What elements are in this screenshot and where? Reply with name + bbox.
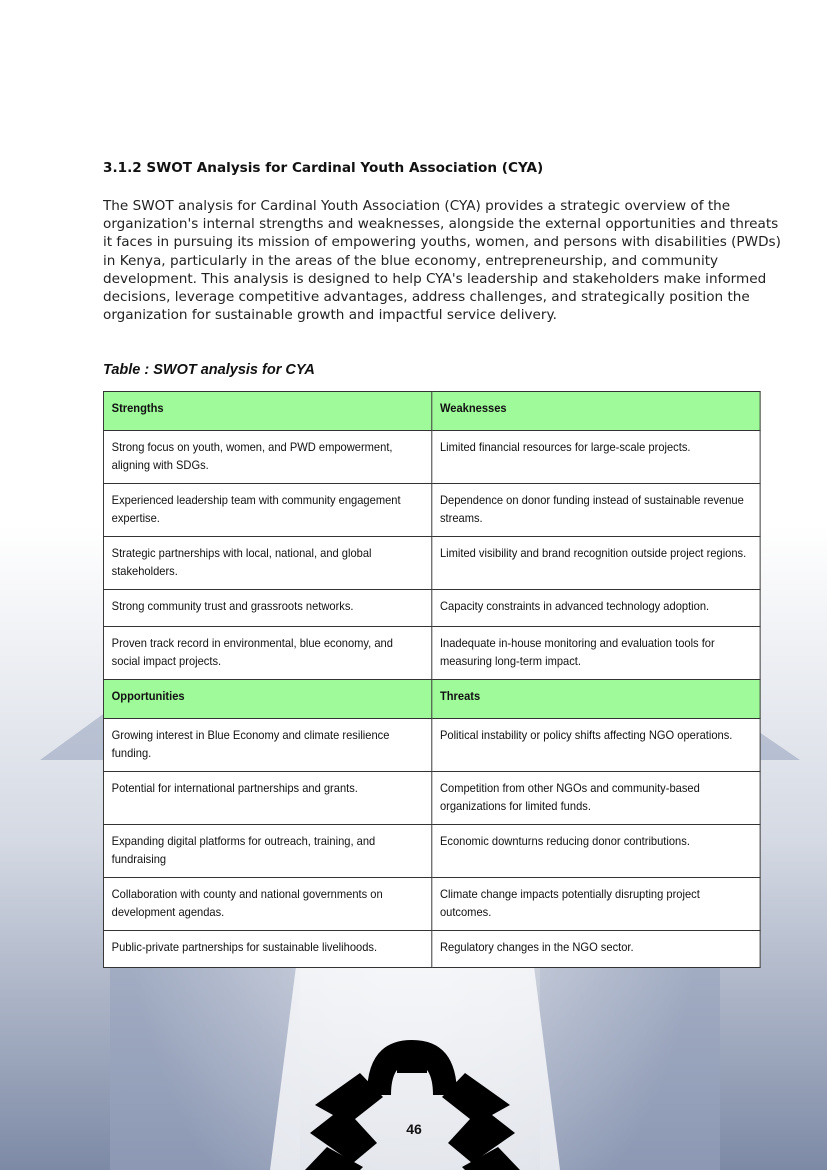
table-row [103,825,760,878]
strength-cell: Strategic partnerships with local, national, and global stakeholders. [103,537,431,590]
opportunities-header: Opportunities [103,680,431,719]
weakness-cell: Inadequate in-house monitoring and evaluation tools for measuring long-term impact. [432,627,760,680]
table-row [103,590,760,627]
organization-logo [305,1035,520,1170]
opportunity-cell: Collaboration with county and national governments on development agendas. [103,878,431,931]
table-caption: Table : SWOT analysis for CYA [103,362,315,378]
threat-cell: Economic downturns reducing donor contributions. [432,825,760,878]
table-header-row [103,680,760,719]
swot-table [103,391,761,968]
strength-cell: Strong community trust and grassroots networks. [103,590,431,627]
weakness-cell: Capacity constraints in advanced technology adoption. [432,590,760,627]
table-row [103,431,760,484]
opportunity-cell: Growing interest in Blue Economy and climate resilience funding. [103,719,431,772]
strength-cell: Strong focus on youth, women, and PWD empowerment, aligning with SDGs. [103,431,431,484]
strength-cell: Experienced leadership team with community engagement expertise. [103,484,431,537]
weakness-cell: Dependence on donor funding instead of sustainable revenue streams. [432,484,760,537]
threat-cell: Climate change impacts potentially disrupting project outcomes. [432,878,760,931]
strengths-header: Strengths [103,392,431,431]
opportunity-cell: Public-private partnerships for sustainable livelihoods. [103,931,431,968]
threat-cell: Competition from other NGOs and community-based organizations for limited funds. [432,772,760,825]
table-row [103,931,760,968]
section-heading: 3.1.2 SWOT Analysis for Cardinal Youth Association (CYA) [103,160,544,176]
table-row [103,772,760,825]
table-row [103,878,760,931]
intro-paragraph: The SWOT analysis for Cardinal Youth Association (CYA) provides a strategic overview of the organization's internal strengths and weaknesses, alongside the external opportunities and threats it faces in pursuing its mission of empowering youths, women, and persons with disabilities (PWDs) in Kenya, particularly in the areas of the blue economy, entrepreneurship, and community development. This analysis is designed to help CYA's leadership and stakeholders make informed decisions, leverage competitive advantages, address challenges, and strategically position the organization for sustainable growth and impactful service delivery. [103,198,781,324]
table-row [103,484,760,537]
weaknesses-header: Weaknesses [432,392,760,431]
weakness-cell: Limited financial resources for large-scale projects. [432,431,760,484]
table-row [103,537,760,590]
table-row [103,719,760,772]
table-row [103,627,760,680]
threat-cell: Regulatory changes in the NGO sector. [432,931,760,968]
strength-cell: Proven track record in environmental, blue economy, and social impact projects. [103,627,431,680]
threats-header: Threats [432,680,760,719]
opportunity-cell: Potential for international partnerships and grants. [103,772,431,825]
threat-cell: Political instability or policy shifts affecting NGO operations. [432,719,760,772]
page-number: 46 [406,1121,422,1137]
weakness-cell: Limited visibility and brand recognition outside project regions. [432,537,760,590]
opportunity-cell: Expanding digital platforms for outreach, training, and fundraising [103,825,431,878]
table-header-row [103,392,760,431]
